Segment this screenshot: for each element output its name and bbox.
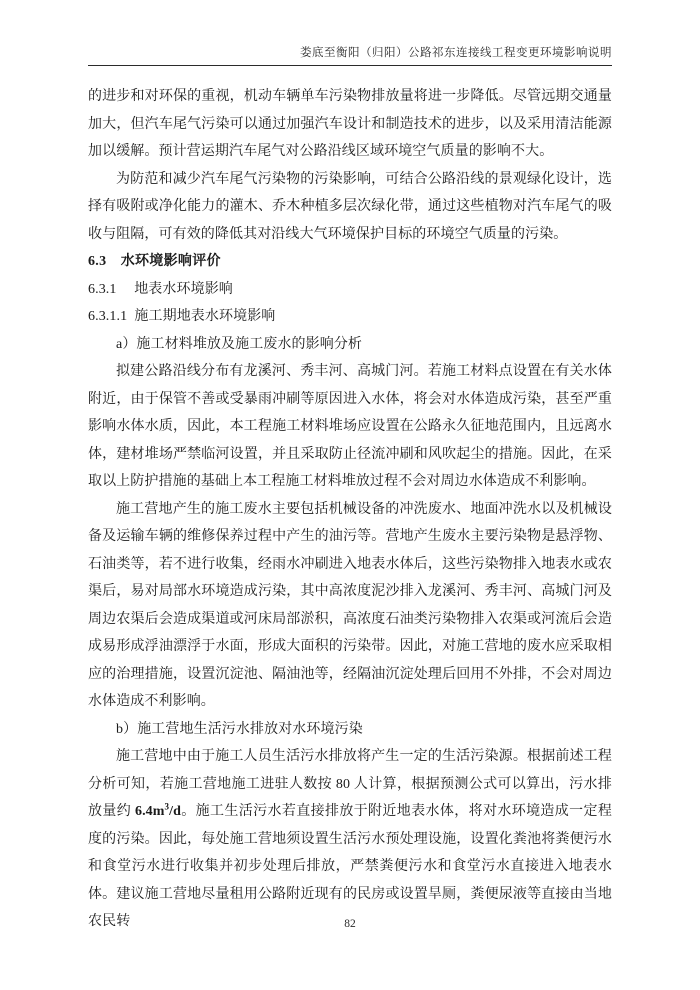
heading-6-3-1-1-construction-period: 6.3.1.1 施工期地表水环境影响 xyxy=(88,309,276,324)
heading-6-3-water-environment: 6.3 水环境影响评价 xyxy=(88,254,221,269)
domestic-sewage-text-1: 施工营地中由于施工人员生活污水排放将产生一定的生活污染源。根据前述工程分析可知，若施工营地施工进驻人数按 80 人计算，根据预测公式可以算出，污水排放量约 xyxy=(88,749,612,819)
paragraph-materials-stockpile: 拟建公路沿线分布有龙溪河、秀丰河、高城门河。若施工材料点设置在有关水体附近，由于保管不善或受暴雨冲刷等原因进入水体，将会对水体造成污染，甚至严重影响水体水质，因此，本工程施工材料堆场应设置在公路永久征地范围内，且远离水体，建材堆场严禁临河设置，并且采取防止径流冲刷和风吹起尘的措施。因此，在采取以上防护措施的基础上本工程施工材料堆放过程不会对周边水体造成不利影响。 xyxy=(88,364,612,489)
heading-6-3-1-surface-water: 6.3.1 地表水环境影响 xyxy=(88,281,233,297)
page-header-title: 娄底至衡阳（归阳）公路祁东连接线工程变更环境影响说明 xyxy=(88,46,612,66)
item-a-materials-analysis: a）施工材料堆放及施工废水的影响分析 xyxy=(116,336,363,352)
page-number: 82 xyxy=(344,918,356,930)
sewage-discharge-value: 6.4m xyxy=(134,804,165,819)
paragraph-domestic-sewage xyxy=(88,743,612,936)
domestic-sewage-text-2: 。施工生活污水若直接排放于附近地表水体，将对水环境造成一定程度的污染。因此，每处施工营地须设置生活污水预处理设施，设置化粪池将粪便污水和食堂污水进行收集并初步处理后排放，严禁粪便污水和食堂污水直接进入地表水体。建议施工营地尽量租用公路附近现有的民房或设置旱厕，粪便尿液等直接由当地农民转 xyxy=(88,804,612,929)
paragraph-exhaust-continuation: 的进步和对环保的重视，机动车辆单车污染物排放量将进一步降低。尽管远期交通量加大，但汽车尾气污染可以通过加强汽车设计和制造技术的进步，以及采用清洁能源加以缓解。预计营运期汽车尾气对公路沿线区域环境空气质量的影响不大。 xyxy=(88,89,612,159)
paragraph-greening: 为防范和减少汽车尾气污染物的污染影响，可结合公路沿线的景观绿化设计，选择有吸附或净化能力的灌木、乔木种植多层次绿化带，通过这些植物对汽车尾气的吸收与阻隔，可有效的降低其对沿线大气环境保护目标的环境空气质量的污染。 xyxy=(88,171,612,242)
sewage-discharge-unit: /d xyxy=(169,804,182,819)
document-body xyxy=(88,83,612,936)
paragraph-construction-wastewater: 施工营地产生的施工废水主要包括机械设备的冲洗废水、地面冲洗水以及机械设备及运输车辆的维修保养过程中产生的油污等。营地产生废水主要污染物是悬浮物、石油类等，若不进行收集，经雨水冲刷进入地表水体后，这些污染物排入地表水或农渠后，易对局部水环境造成污染，其中高浓度泥沙排入龙溪河、秀丰河、高城门河及周边农渠后会造成渠道或河床局部淤积，高浓度石油类污染物排入农渠或河流后会造成易形成浮油漂浮于水面，形成大面积的污染带。因此，对施工营地的废水应采取相应的治理措施，设置沉淀池、隔油池等，经隔油沉淀处理后回用不外排，不会对周边水体造成不利影响。 xyxy=(88,501,612,709)
sewage-discharge-value-superscript: 3 xyxy=(164,801,170,812)
item-b-domestic-sewage: b）施工营地生活污水排放对水环境污染 xyxy=(116,721,363,737)
